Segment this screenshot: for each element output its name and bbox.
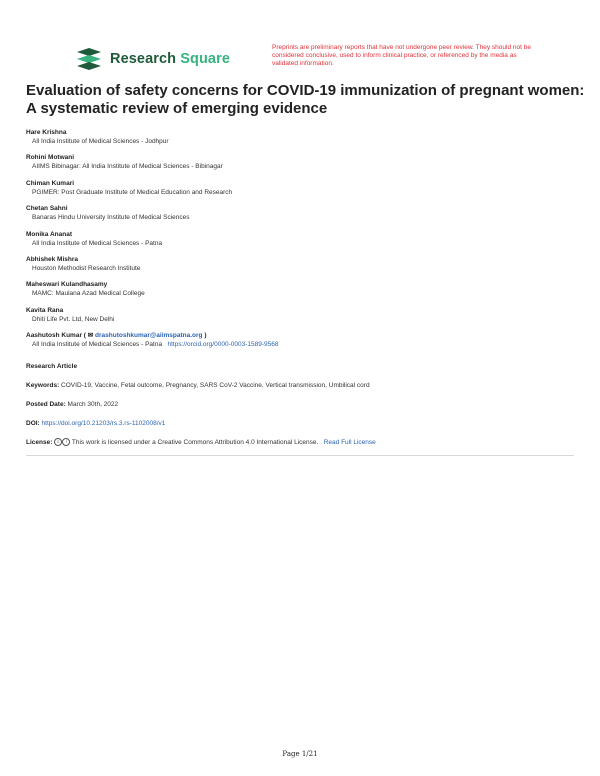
author-list: [26, 128, 586, 357]
corresponding-author-name: Aashutosh Kumar ( ✉ drashutoshkumar@aiimspatna.org ): [26, 332, 207, 340]
author-affiliation: PGIMER: Post Graduate Institute of Medical Education and Research: [32, 188, 233, 196]
author-name: Aashutosh Kumar: [26, 332, 82, 340]
author-affiliation: AIIMS Bibinagar: All India Institute of Medical Sciences - Bibinagar: [32, 163, 223, 171]
author-entry: [26, 128, 586, 153]
research-square-logo-icon: [76, 48, 102, 70]
author-name: Monika Ananat: [26, 230, 72, 238]
author-entry: [26, 306, 586, 331]
doi-label: DOI:: [26, 420, 40, 427]
doi-link[interactable]: https://doi.org/10.21203/rs.3.rs-1102008/v1: [41, 420, 166, 427]
author-name: Chetan Sahni: [26, 205, 68, 213]
posted-date-label: Posted Date:: [26, 401, 66, 408]
author-affiliation: All India Institute of Medical Sciences - Patna: [32, 341, 163, 349]
posted-date-line: [26, 400, 586, 409]
author-affiliation: Banaras Hindu University Institute of Medical Sciences: [32, 214, 190, 222]
page-number: Page 1/21: [282, 750, 318, 758]
author-affiliation: All India Institute of Medical Sciences - Patna: [32, 239, 163, 247]
paper-title: Evaluation of safety concerns for COVID-19 immunization of pregnant women: A systematic review of emerging evidence: [26, 82, 585, 117]
preprint-notice: Preprints are preliminary reports that have not undergone peer review. They should not be considered conclusive, used to inform clinical practice, or referenced by the media as validated information.: [272, 44, 531, 67]
author-name: Maheswari Kulandhasamy: [26, 281, 108, 289]
author-name: Chiman Kumari: [26, 179, 75, 187]
author-affiliation: Dhiti Life Pvt. Ltd, New Delhi: [32, 315, 115, 323]
research-square-logo[interactable]: [76, 47, 230, 71]
author-name: Hare Krishna: [26, 129, 67, 136]
license-label: License:: [26, 439, 53, 446]
author-entry: [26, 255, 586, 280]
license-text: This work is licensed under a Creative Commons Attribution 4.0 International License.: [71, 439, 319, 446]
corresponding-author-affiliation: [26, 340, 586, 349]
creative-commons-icon: c: [54, 438, 62, 446]
logo-wordmark: [110, 51, 230, 67]
author-affiliation: Houston Methodist Research Institute: [32, 264, 141, 272]
keywords-label: Keywords:: [26, 382, 60, 389]
author-name: Rohini Motwani: [26, 154, 75, 162]
author-entry: [26, 179, 586, 204]
section-divider: [26, 455, 574, 456]
author-entry: [26, 280, 586, 305]
keywords-value: COVID-19, Vaccine, Fetal outcome, Pregnancy, SARS CoV-2 Vaccine, Vertical transmission, Umbilical cord: [61, 382, 370, 389]
author-affiliation: MAMC: Maulana Azad Medical College: [32, 290, 145, 298]
license-line: [26, 438, 586, 447]
author-entry: [26, 204, 586, 229]
email-icon: ✉: [87, 332, 94, 340]
corresponding-author-entry: [26, 331, 586, 356]
article-type: Research Article: [26, 363, 78, 370]
author-name: Abhishek Mishra: [26, 255, 79, 263]
logo-word-research: Research: [110, 51, 177, 67]
author-entry: [26, 230, 586, 255]
author-affiliation: All India Institute of Medical Sciences - Jodhpur: [32, 138, 169, 145]
author-email-link[interactable]: drashutoshkumar@aiimspatna.org: [95, 332, 203, 340]
posted-date-value: March 30th, 2022: [67, 401, 119, 408]
attribution-icon: i: [62, 438, 70, 446]
orcid-link[interactable]: https://orcid.org/0000-0003-1589-9568: [167, 341, 279, 349]
doi-line: [26, 419, 586, 428]
author-name: Kavita Rana: [26, 306, 64, 314]
read-full-license-link[interactable]: Read Full License: [323, 439, 376, 446]
author-entry: [26, 153, 586, 178]
keywords-line: [26, 381, 586, 390]
logo-word-square: Square: [180, 51, 230, 67]
